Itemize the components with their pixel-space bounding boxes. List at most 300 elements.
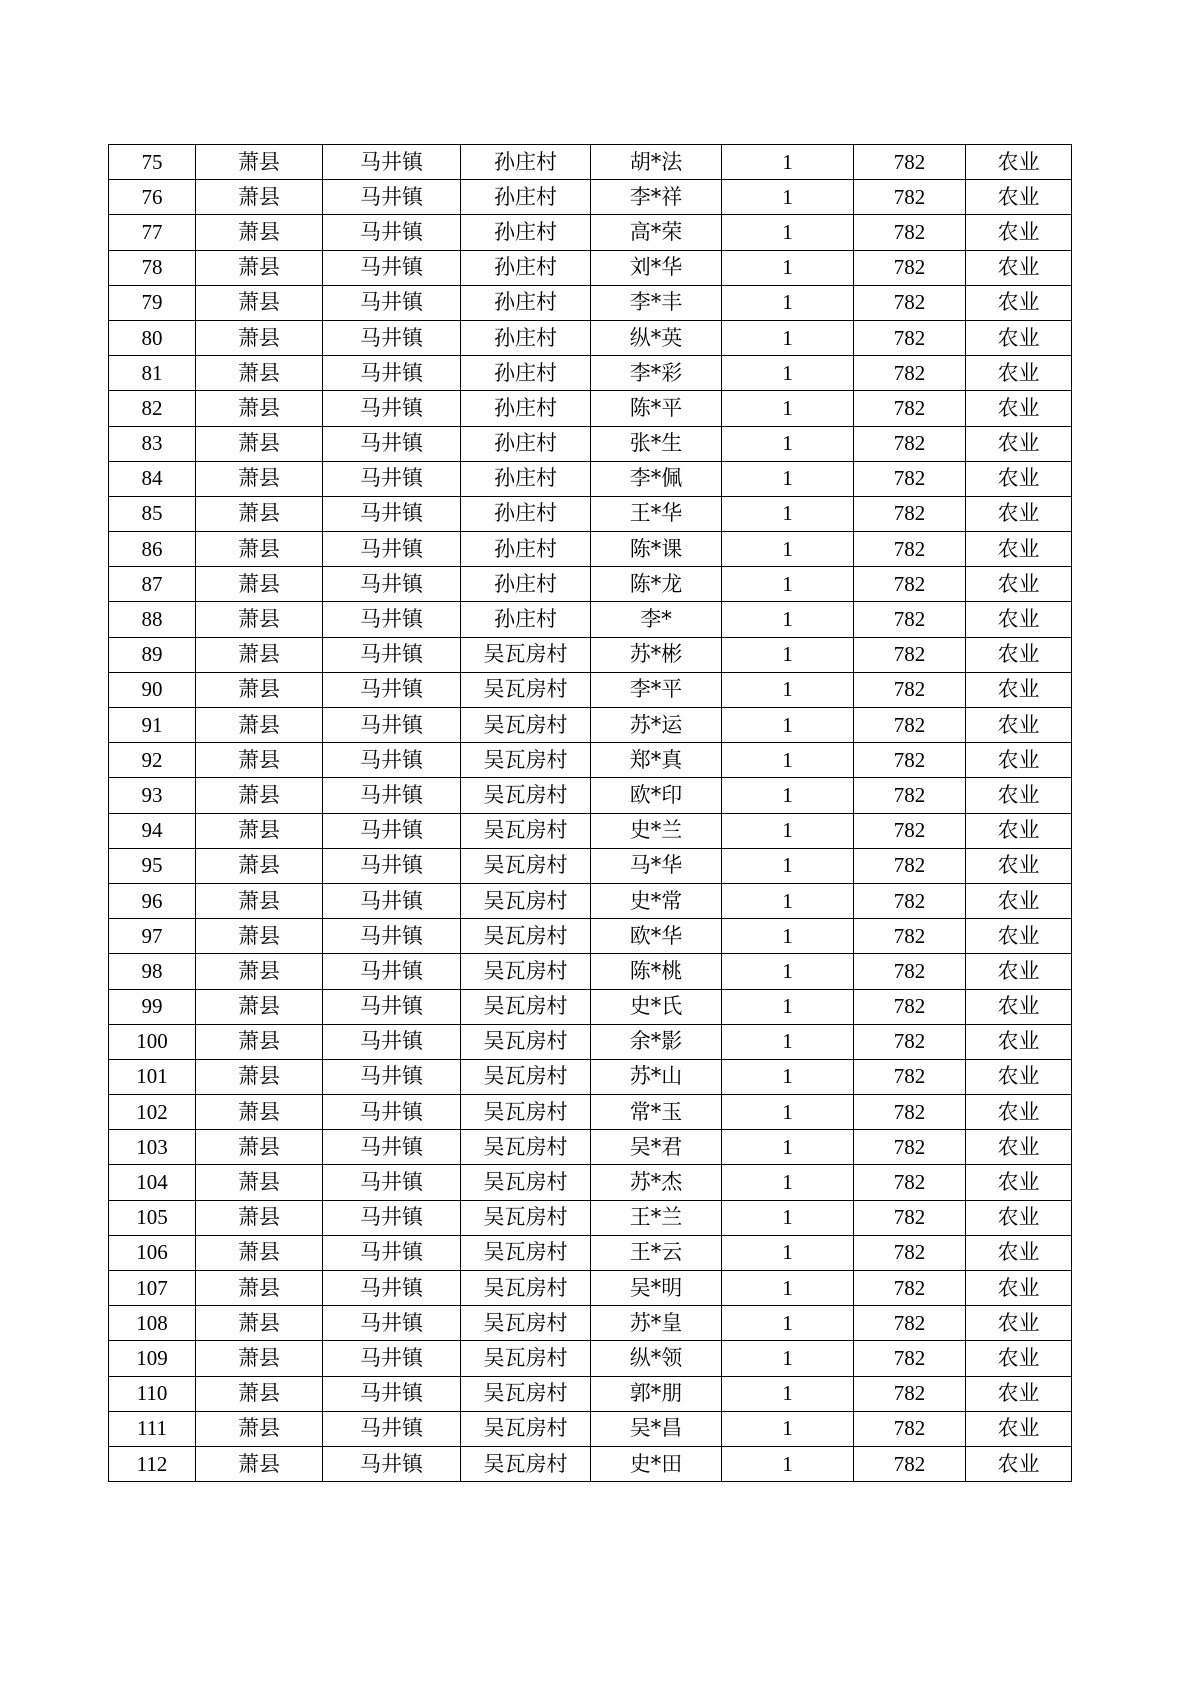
row-number-cell: 84	[109, 461, 196, 496]
county-cell: 萧县	[196, 1200, 323, 1235]
row-number-cell: 109	[109, 1341, 196, 1376]
count-cell: 1	[722, 567, 854, 602]
row-number-cell: 83	[109, 426, 196, 461]
count-cell: 1	[722, 708, 854, 743]
name-cell: 刘*华	[591, 250, 722, 285]
name-cell: 史*常	[591, 883, 722, 918]
amount-cell: 782	[854, 1095, 966, 1130]
category-cell: 农业	[966, 567, 1072, 602]
category-cell: 农业	[966, 708, 1072, 743]
county-cell: 萧县	[196, 989, 323, 1024]
county-cell: 萧县	[196, 1411, 323, 1446]
amount-cell: 782	[854, 989, 966, 1024]
row-number-cell: 91	[109, 708, 196, 743]
count-cell: 1	[722, 1130, 854, 1165]
name-cell: 李*丰	[591, 285, 722, 320]
county-cell: 萧县	[196, 1341, 323, 1376]
town-cell: 马井镇	[323, 1271, 461, 1306]
village-cell: 吴瓦房村	[461, 1306, 591, 1341]
category-cell: 农业	[966, 426, 1072, 461]
name-cell: 苏*山	[591, 1059, 722, 1094]
category-cell: 农业	[966, 356, 1072, 391]
name-cell: 郭*朋	[591, 1376, 722, 1411]
table-row	[109, 1446, 1072, 1481]
category-cell: 农业	[966, 1130, 1072, 1165]
count-cell: 1	[722, 180, 854, 215]
town-cell: 马井镇	[323, 496, 461, 531]
row-number-cell: 85	[109, 496, 196, 531]
count-cell: 1	[722, 637, 854, 672]
name-cell: 李*祥	[591, 180, 722, 215]
row-number-cell: 111	[109, 1411, 196, 1446]
name-cell: 马*华	[591, 848, 722, 883]
table-row	[109, 1059, 1072, 1094]
county-cell: 萧县	[196, 954, 323, 989]
name-cell: 李*彩	[591, 356, 722, 391]
county-cell: 萧县	[196, 391, 323, 426]
amount-cell: 782	[854, 391, 966, 426]
count-cell: 1	[722, 954, 854, 989]
name-cell: 陈*平	[591, 391, 722, 426]
name-cell: 吴*昌	[591, 1411, 722, 1446]
name-cell: 李*佩	[591, 461, 722, 496]
row-number-cell: 100	[109, 1024, 196, 1059]
amount-cell: 782	[854, 954, 966, 989]
amount-cell: 782	[854, 496, 966, 531]
category-cell: 农业	[966, 145, 1072, 180]
category-cell: 农业	[966, 1235, 1072, 1270]
village-cell: 吴瓦房村	[461, 1411, 591, 1446]
row-number-cell: 88	[109, 602, 196, 637]
county-cell: 萧县	[196, 1235, 323, 1270]
name-cell: 王*兰	[591, 1200, 722, 1235]
count-cell: 1	[722, 989, 854, 1024]
count-cell: 1	[722, 426, 854, 461]
category-cell: 农业	[966, 1306, 1072, 1341]
village-cell: 吴瓦房村	[461, 743, 591, 778]
village-cell: 孙庄村	[461, 602, 591, 637]
village-cell: 吴瓦房村	[461, 1235, 591, 1270]
amount-cell: 782	[854, 1271, 966, 1306]
data-table	[108, 144, 1072, 1482]
county-cell: 萧县	[196, 1376, 323, 1411]
row-number-cell: 107	[109, 1271, 196, 1306]
town-cell: 马井镇	[323, 461, 461, 496]
count-cell: 1	[722, 145, 854, 180]
town-cell: 马井镇	[323, 602, 461, 637]
county-cell: 萧县	[196, 1095, 323, 1130]
amount-cell: 782	[854, 461, 966, 496]
count-cell: 1	[722, 496, 854, 531]
village-cell: 吴瓦房村	[461, 1341, 591, 1376]
table-row	[109, 426, 1072, 461]
town-cell: 马井镇	[323, 145, 461, 180]
row-number-cell: 92	[109, 743, 196, 778]
table-row	[109, 320, 1072, 355]
count-cell: 1	[722, 1446, 854, 1481]
table-row	[109, 1200, 1072, 1235]
count-cell: 1	[722, 848, 854, 883]
category-cell: 农业	[966, 637, 1072, 672]
count-cell: 1	[722, 356, 854, 391]
count-cell: 1	[722, 919, 854, 954]
village-cell: 吴瓦房村	[461, 1271, 591, 1306]
row-number-cell: 79	[109, 285, 196, 320]
town-cell: 马井镇	[323, 672, 461, 707]
amount-cell: 782	[854, 778, 966, 813]
county-cell: 萧县	[196, 250, 323, 285]
name-cell: 陈*课	[591, 532, 722, 567]
town-cell: 马井镇	[323, 285, 461, 320]
name-cell: 苏*皇	[591, 1306, 722, 1341]
amount-cell: 782	[854, 145, 966, 180]
count-cell: 1	[722, 250, 854, 285]
amount-cell: 782	[854, 1165, 966, 1200]
count-cell: 1	[722, 743, 854, 778]
village-cell: 吴瓦房村	[461, 1200, 591, 1235]
name-cell: 史*兰	[591, 813, 722, 848]
row-number-cell: 77	[109, 215, 196, 250]
category-cell: 农业	[966, 1376, 1072, 1411]
town-cell: 马井镇	[323, 426, 461, 461]
amount-cell: 782	[854, 215, 966, 250]
count-cell: 1	[722, 320, 854, 355]
village-cell: 孙庄村	[461, 461, 591, 496]
row-number-cell: 102	[109, 1095, 196, 1130]
village-cell: 吴瓦房村	[461, 708, 591, 743]
row-number-cell: 89	[109, 637, 196, 672]
county-cell: 萧县	[196, 356, 323, 391]
amount-cell: 782	[854, 320, 966, 355]
amount-cell: 782	[854, 883, 966, 918]
count-cell: 1	[722, 813, 854, 848]
county-cell: 萧县	[196, 1306, 323, 1341]
table-row	[109, 637, 1072, 672]
row-number-cell: 95	[109, 848, 196, 883]
table-row	[109, 356, 1072, 391]
row-number-cell: 106	[109, 1235, 196, 1270]
table-row	[109, 602, 1072, 637]
county-cell: 萧县	[196, 215, 323, 250]
category-cell: 农业	[966, 285, 1072, 320]
row-number-cell: 110	[109, 1376, 196, 1411]
category-cell: 农业	[966, 461, 1072, 496]
village-cell: 孙庄村	[461, 180, 591, 215]
name-cell: 欧*华	[591, 919, 722, 954]
amount-cell: 782	[854, 285, 966, 320]
county-cell: 萧县	[196, 1130, 323, 1165]
count-cell: 1	[722, 1306, 854, 1341]
village-cell: 吴瓦房村	[461, 1059, 591, 1094]
name-cell: 纵*领	[591, 1341, 722, 1376]
category-cell: 农业	[966, 602, 1072, 637]
table-row	[109, 1130, 1072, 1165]
category-cell: 农业	[966, 1200, 1072, 1235]
county-cell: 萧县	[196, 778, 323, 813]
table-row	[109, 1024, 1072, 1059]
table-row	[109, 954, 1072, 989]
name-cell: 李*	[591, 602, 722, 637]
category-cell: 农业	[966, 1024, 1072, 1059]
village-cell: 孙庄村	[461, 532, 591, 567]
table-row	[109, 1165, 1072, 1200]
row-number-cell: 98	[109, 954, 196, 989]
county-cell: 萧县	[196, 1059, 323, 1094]
table-row	[109, 1235, 1072, 1270]
name-cell: 余*影	[591, 1024, 722, 1059]
town-cell: 马井镇	[323, 532, 461, 567]
category-cell: 农业	[966, 1411, 1072, 1446]
amount-cell: 782	[854, 1446, 966, 1481]
amount-cell: 782	[854, 813, 966, 848]
town-cell: 马井镇	[323, 883, 461, 918]
county-cell: 萧县	[196, 743, 323, 778]
village-cell: 吴瓦房村	[461, 1024, 591, 1059]
county-cell: 萧县	[196, 848, 323, 883]
table-row	[109, 250, 1072, 285]
county-cell: 萧县	[196, 1446, 323, 1481]
row-number-cell: 94	[109, 813, 196, 848]
name-cell: 胡*法	[591, 145, 722, 180]
village-cell: 孙庄村	[461, 356, 591, 391]
name-cell: 吴*君	[591, 1130, 722, 1165]
county-cell: 萧县	[196, 883, 323, 918]
town-cell: 马井镇	[323, 919, 461, 954]
row-number-cell: 81	[109, 356, 196, 391]
name-cell: 陈*龙	[591, 567, 722, 602]
county-cell: 萧县	[196, 1165, 323, 1200]
town-cell: 马井镇	[323, 567, 461, 602]
table-row	[109, 1341, 1072, 1376]
row-number-cell: 104	[109, 1165, 196, 1200]
town-cell: 马井镇	[323, 1446, 461, 1481]
name-cell: 常*玉	[591, 1095, 722, 1130]
count-cell: 1	[722, 285, 854, 320]
amount-cell: 782	[854, 1376, 966, 1411]
category-cell: 农业	[966, 320, 1072, 355]
category-cell: 农业	[966, 180, 1072, 215]
row-number-cell: 108	[109, 1306, 196, 1341]
row-number-cell: 86	[109, 532, 196, 567]
table-body	[109, 145, 1072, 1482]
category-cell: 农业	[966, 1341, 1072, 1376]
town-cell: 马井镇	[323, 1411, 461, 1446]
name-cell: 郑*真	[591, 743, 722, 778]
village-cell: 孙庄村	[461, 145, 591, 180]
row-number-cell: 103	[109, 1130, 196, 1165]
town-cell: 马井镇	[323, 320, 461, 355]
count-cell: 1	[722, 1235, 854, 1270]
table-row	[109, 180, 1072, 215]
village-cell: 吴瓦房村	[461, 989, 591, 1024]
county-cell: 萧县	[196, 320, 323, 355]
town-cell: 马井镇	[323, 180, 461, 215]
amount-cell: 782	[854, 743, 966, 778]
category-cell: 农业	[966, 1095, 1072, 1130]
village-cell: 吴瓦房村	[461, 919, 591, 954]
village-cell: 吴瓦房村	[461, 1130, 591, 1165]
town-cell: 马井镇	[323, 1024, 461, 1059]
category-cell: 农业	[966, 532, 1072, 567]
amount-cell: 782	[854, 848, 966, 883]
town-cell: 马井镇	[323, 778, 461, 813]
county-cell: 萧县	[196, 1024, 323, 1059]
category-cell: 农业	[966, 989, 1072, 1024]
amount-cell: 782	[854, 1059, 966, 1094]
category-cell: 农业	[966, 215, 1072, 250]
amount-cell: 782	[854, 637, 966, 672]
category-cell: 农业	[966, 1446, 1072, 1481]
county-cell: 萧县	[196, 145, 323, 180]
count-cell: 1	[722, 883, 854, 918]
town-cell: 马井镇	[323, 637, 461, 672]
village-cell: 吴瓦房村	[461, 1376, 591, 1411]
village-cell: 孙庄村	[461, 426, 591, 461]
count-cell: 1	[722, 1376, 854, 1411]
name-cell: 李*平	[591, 672, 722, 707]
town-cell: 马井镇	[323, 1095, 461, 1130]
table-row	[109, 496, 1072, 531]
town-cell: 马井镇	[323, 1200, 461, 1235]
name-cell: 欧*印	[591, 778, 722, 813]
county-cell: 萧县	[196, 708, 323, 743]
row-number-cell: 112	[109, 1446, 196, 1481]
table-row	[109, 883, 1072, 918]
name-cell: 高*荣	[591, 215, 722, 250]
table-row	[109, 567, 1072, 602]
name-cell: 纵*英	[591, 320, 722, 355]
village-cell: 吴瓦房村	[461, 637, 591, 672]
county-cell: 萧县	[196, 461, 323, 496]
town-cell: 马井镇	[323, 1376, 461, 1411]
count-cell: 1	[722, 1200, 854, 1235]
row-number-cell: 78	[109, 250, 196, 285]
count-cell: 1	[722, 778, 854, 813]
name-cell: 王*云	[591, 1235, 722, 1270]
table-row	[109, 1376, 1072, 1411]
table-row	[109, 1271, 1072, 1306]
table-row	[109, 778, 1072, 813]
count-cell: 1	[722, 1341, 854, 1376]
count-cell: 1	[722, 215, 854, 250]
category-cell: 农业	[966, 250, 1072, 285]
village-cell: 孙庄村	[461, 391, 591, 426]
table-row	[109, 1306, 1072, 1341]
county-cell: 萧县	[196, 285, 323, 320]
town-cell: 马井镇	[323, 391, 461, 426]
count-cell: 1	[722, 672, 854, 707]
row-number-cell: 87	[109, 567, 196, 602]
table-row	[109, 989, 1072, 1024]
amount-cell: 782	[854, 602, 966, 637]
count-cell: 1	[722, 1024, 854, 1059]
row-number-cell: 99	[109, 989, 196, 1024]
table-row	[109, 391, 1072, 426]
table-row	[109, 672, 1072, 707]
category-cell: 农业	[966, 391, 1072, 426]
table-row	[109, 919, 1072, 954]
row-number-cell: 76	[109, 180, 196, 215]
name-cell: 史*氏	[591, 989, 722, 1024]
amount-cell: 782	[854, 567, 966, 602]
town-cell: 马井镇	[323, 708, 461, 743]
village-cell: 孙庄村	[461, 215, 591, 250]
category-cell: 农业	[966, 848, 1072, 883]
village-cell: 孙庄村	[461, 320, 591, 355]
category-cell: 农业	[966, 813, 1072, 848]
county-cell: 萧县	[196, 496, 323, 531]
amount-cell: 782	[854, 1130, 966, 1165]
county-cell: 萧县	[196, 919, 323, 954]
county-cell: 萧县	[196, 567, 323, 602]
town-cell: 马井镇	[323, 989, 461, 1024]
name-cell: 苏*杰	[591, 1165, 722, 1200]
village-cell: 吴瓦房村	[461, 883, 591, 918]
table-row	[109, 743, 1072, 778]
town-cell: 马井镇	[323, 1165, 461, 1200]
count-cell: 1	[722, 532, 854, 567]
county-cell: 萧县	[196, 637, 323, 672]
row-number-cell: 93	[109, 778, 196, 813]
count-cell: 1	[722, 391, 854, 426]
village-cell: 孙庄村	[461, 567, 591, 602]
village-cell: 吴瓦房村	[461, 813, 591, 848]
town-cell: 马井镇	[323, 356, 461, 391]
table-row	[109, 215, 1072, 250]
table-row	[109, 145, 1072, 180]
category-cell: 农业	[966, 883, 1072, 918]
table-row	[109, 708, 1072, 743]
amount-cell: 782	[854, 672, 966, 707]
amount-cell: 782	[854, 532, 966, 567]
town-cell: 马井镇	[323, 250, 461, 285]
county-cell: 萧县	[196, 426, 323, 461]
town-cell: 马井镇	[323, 1130, 461, 1165]
amount-cell: 782	[854, 1411, 966, 1446]
name-cell: 苏*运	[591, 708, 722, 743]
town-cell: 马井镇	[323, 215, 461, 250]
village-cell: 吴瓦房村	[461, 954, 591, 989]
category-cell: 农业	[966, 496, 1072, 531]
town-cell: 马井镇	[323, 1306, 461, 1341]
town-cell: 马井镇	[323, 1059, 461, 1094]
village-cell: 孙庄村	[461, 496, 591, 531]
town-cell: 马井镇	[323, 1341, 461, 1376]
row-number-cell: 97	[109, 919, 196, 954]
table-row	[109, 813, 1072, 848]
count-cell: 1	[722, 1059, 854, 1094]
county-cell: 萧县	[196, 602, 323, 637]
name-cell: 吴*明	[591, 1271, 722, 1306]
village-cell: 孙庄村	[461, 250, 591, 285]
town-cell: 马井镇	[323, 848, 461, 883]
amount-cell: 782	[854, 1200, 966, 1235]
row-number-cell: 96	[109, 883, 196, 918]
name-cell: 陈*桃	[591, 954, 722, 989]
category-cell: 农业	[966, 672, 1072, 707]
name-cell: 史*田	[591, 1446, 722, 1481]
amount-cell: 782	[854, 919, 966, 954]
town-cell: 马井镇	[323, 1235, 461, 1270]
county-cell: 萧县	[196, 532, 323, 567]
category-cell: 农业	[966, 1271, 1072, 1306]
count-cell: 1	[722, 461, 854, 496]
village-cell: 吴瓦房村	[461, 1165, 591, 1200]
name-cell: 王*华	[591, 496, 722, 531]
county-cell: 萧县	[196, 1271, 323, 1306]
count-cell: 1	[722, 1095, 854, 1130]
amount-cell: 782	[854, 1024, 966, 1059]
